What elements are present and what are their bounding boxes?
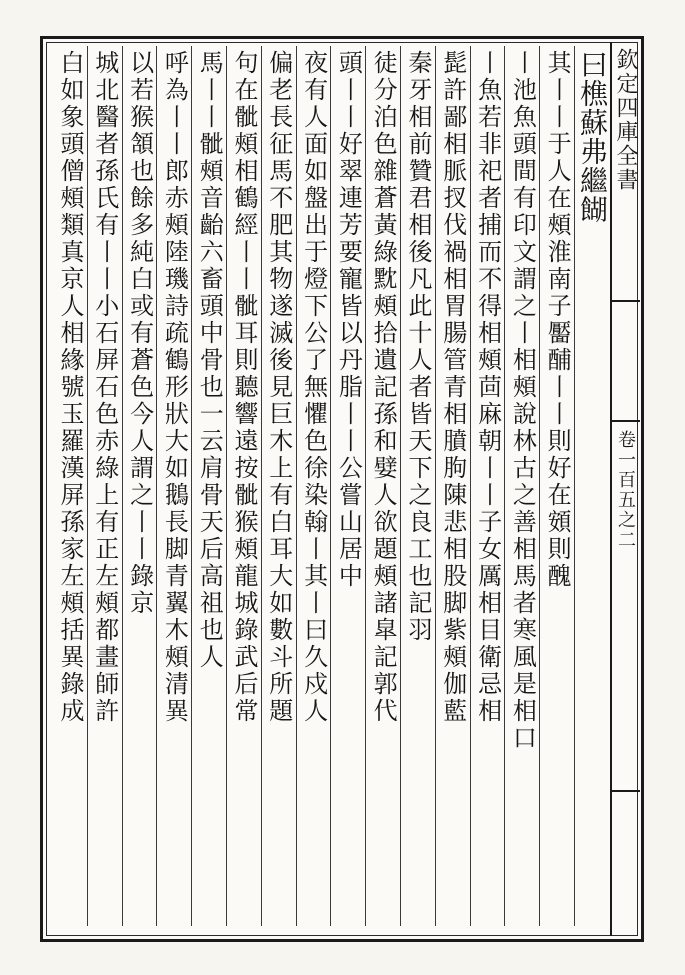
column-text: 丨池魚頭間有印文謂之丨相頰說林古之善相馬者寒風是相口 [508,50,537,752]
edge-divider [612,790,640,792]
column-text: 秦牙相前贊君相後凡此十人者皆天下之良工也記羽 [403,50,432,644]
column-text: 夜有人面如盤出于燈下公了無懼色徐染翰丨其丨曰久戍人 [299,50,328,725]
column-text: 馬丨丨骴頰音齝六畜頭中骨也一云肩骨天后高祖也人 [195,50,224,671]
book-title: 欽定四庫全書 [613,48,638,192]
text-column [191,46,225,926]
text-column [226,46,260,926]
text-column [122,46,156,926]
column-text: 白如象頭僧頰類真京人相緣號玉羅漢屏孫家左頰括異錄成 [56,50,84,725]
text-column [574,46,608,926]
text-column [539,46,573,926]
text-column [296,46,330,926]
column-text: 句在骴頰相鶴經丨丨骴耳則聽響遠按骴猴頰龍城錄武后常 [229,50,258,725]
text-column [470,46,504,926]
text-column [52,46,86,926]
text-body [52,46,608,926]
text-column [365,46,399,926]
text-column [156,46,190,926]
column-text: 頭丨丨好翠連芳要寵皆以丹脂丨丨公嘗山居中 [334,50,363,590]
volume-label: 卷一百五之二 [615,430,636,550]
column-text: 髭許鄙相脈扠伐禍相胃腸管青相膹朐陳悲相股脚紫頰伽藍 [438,50,467,725]
edge-divider [612,420,640,422]
text-column [261,46,295,926]
column-text: 徒分泊色雜蒼黃綠黕頰拾遺記孫和嬖人欲題頰諸皐記郭代 [369,50,398,725]
text-column [87,46,121,926]
edge-divider [612,300,640,302]
column-text: 呼為丨丨郎赤頰陸璣詩疏鶴形狀大如鵝長脚青翼木頰清異 [160,50,189,725]
column-text: 丨魚若非祀者捕而不得相頰茴麻朝丨丨子女厲相目衛忌相 [473,50,502,725]
text-column [435,46,469,926]
column-text: 曰樵蘇弗繼餬 [575,50,609,224]
column-text: 偏老長征馬不肥其物遂滅後見巨木上有白耳大如數斗所題 [264,50,293,725]
column-text: 以若猴頷也餘多純白或有蒼色今人謂之丨丨錄京 [125,50,154,617]
text-column [400,46,434,926]
column-text: 其丨丨于人在頰淮南子靨酺丨丨則好在頞則醜 [543,50,572,590]
text-column [504,46,538,926]
text-column [330,46,364,926]
column-text: 城北醫者孫氏有丨丨小石屏石色赤綠上有正左頰都畫師許 [90,50,119,725]
